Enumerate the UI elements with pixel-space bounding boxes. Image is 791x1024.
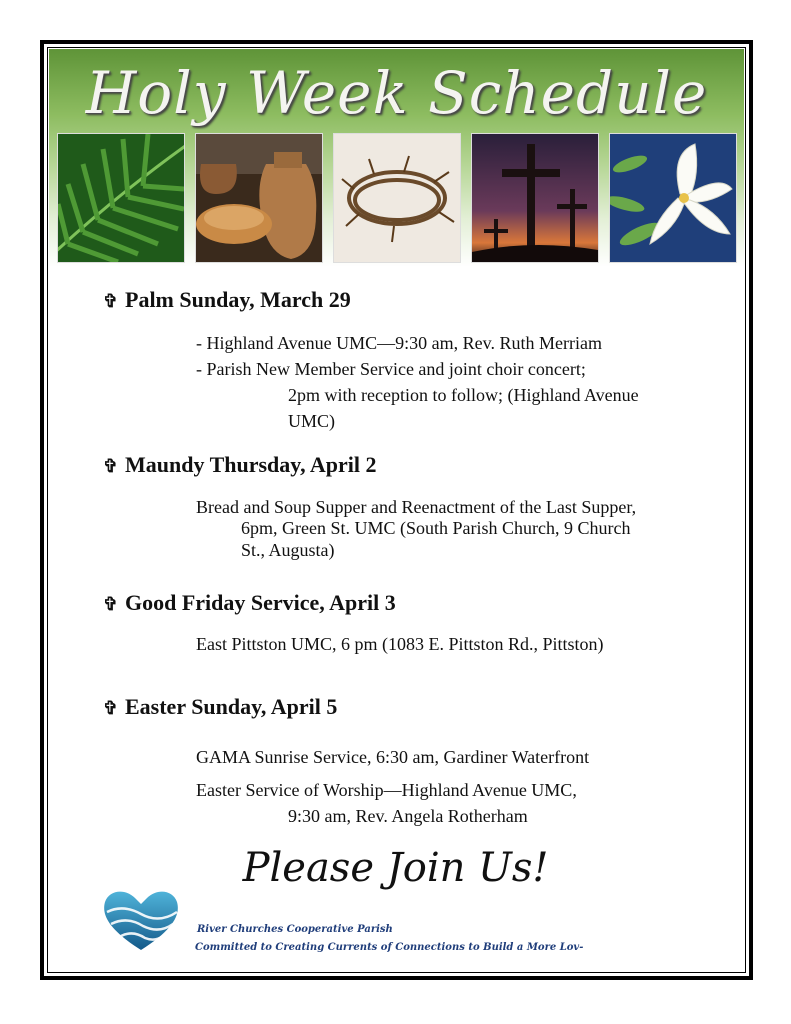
cross-bullet-icon: ✞ xyxy=(103,291,119,311)
event-line: - Highland Avenue UMC—9:30 am, Rev. Ruth Merriam xyxy=(196,333,602,353)
cross-bullet-icon: ✞ xyxy=(103,594,119,614)
event-title-palm-sunday xyxy=(103,287,351,313)
event-title-text: Palm Sunday, March 29 xyxy=(125,287,351,312)
event-line: Bread and Soup Supper and Reenactment of the Last Supper, xyxy=(196,497,637,517)
event-line: GAMA Sunrise Service, 6:30 am, Gardiner Waterfront xyxy=(196,747,590,767)
event-title-good-friday xyxy=(103,590,396,616)
crown-of-thorns-image xyxy=(333,133,461,263)
event-line: St., Augusta) xyxy=(241,540,335,560)
bread-and-pottery-image xyxy=(195,133,323,263)
parish-motto: Committed to Creating Currents of Connections to Build a More Lov- xyxy=(195,942,584,953)
easter-lily-image xyxy=(609,133,737,263)
cross-bullet-icon: ✞ xyxy=(103,456,119,476)
event-line: UMC) xyxy=(288,411,336,431)
event-title-text: Good Friday Service, April 3 xyxy=(125,590,396,615)
closing-invitation: Please Join Us! xyxy=(242,845,549,891)
parish-name: River Churches Cooperative Parish xyxy=(197,924,393,935)
event-line: - Parish New Member Service and joint choir concert; xyxy=(196,359,586,379)
heart-waves-logo-icon xyxy=(101,886,181,957)
event-line: 6pm, Green St. UMC (South Parish Church, 9 Church xyxy=(241,518,631,538)
event-title-text: Maundy Thursday, April 2 xyxy=(125,452,377,477)
event-title-text: Easter Sunday, April 5 xyxy=(125,694,338,719)
event-line: Easter Service of Worship—Highland Avenue UMC, xyxy=(196,780,577,800)
event-line: 2pm with reception to follow; (Highland Avenue xyxy=(288,385,639,405)
header-banner xyxy=(49,49,744,267)
cross-bullet-icon: ✞ xyxy=(103,698,119,718)
three-crosses-image xyxy=(471,133,599,263)
event-line: 9:30 am, Rev. Angela Rotherham xyxy=(288,806,528,826)
banner-title: Holy Week Schedule xyxy=(85,59,708,127)
palm-frond-image xyxy=(57,133,185,263)
event-title-easter-sunday xyxy=(103,694,337,720)
event-line: East Pittston UMC, 6 pm (1083 E. Pittston Rd., Pittston) xyxy=(196,634,604,654)
event-title-maundy-thursday xyxy=(103,452,376,478)
